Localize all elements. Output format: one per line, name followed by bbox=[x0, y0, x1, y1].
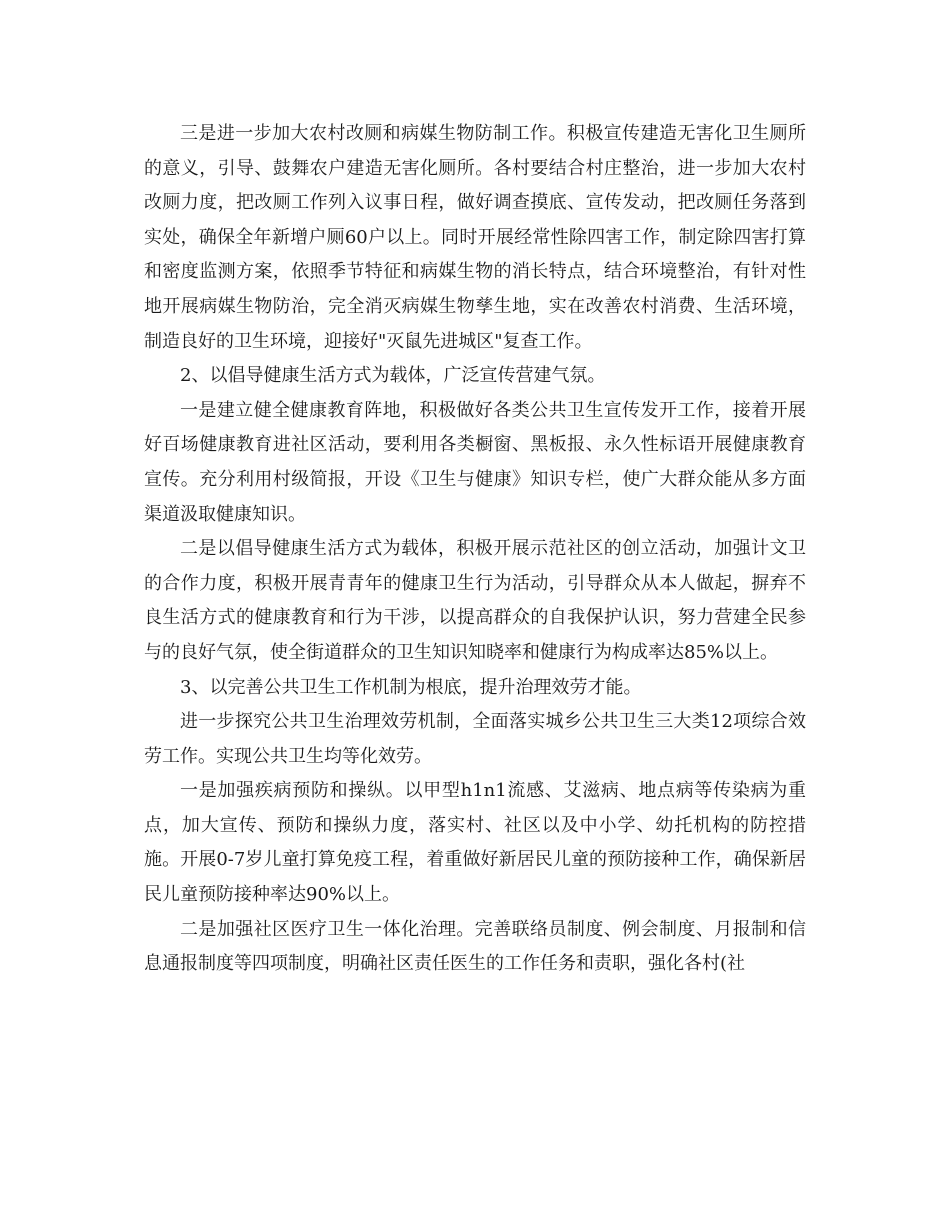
paragraph-disease-prevention: 一是加强疾病预防和操纵。以甲型h1n1流感、艾滋病、地点病等传染病为重点，加大宣传、预防和操纵力度，落实村、社区以及中小学、幼托机构的防控措施。开展0-7岁儿童打算免疫工程，着重做好新居民儿童的预防接种工作，确保新居民儿童预防接种率达90%以上。 bbox=[144, 780, 806, 906]
paragraph-community-medical-integration: 二是加强社区医疗卫生一体化治理。完善联络员制度、例会制度、月报制和信息通报制度等四项制度，明确社区责任医生的工作任务和责职，强化各村(社 bbox=[144, 918, 806, 975]
paragraph-demonstration-community: 二是以倡导健康生活方式为载体，积极开展示范社区的创立活动，加强计文卫的合作力度，积极开展青青年的健康卫生行为活动，引导群众从本人做起，摒弃不良生活方式的健康教育和行为干涉，以提高群众的自我保护认识，努力营建全民参与的良好气氛，使全街道群众的卫生知识知晓率和健康行为构成率达85%以上。 bbox=[144, 538, 806, 663]
heading-healthy-lifestyle: 2、以倡导健康生活方式为载体，广泛宣传营建气氛。 bbox=[180, 365, 606, 387]
document-body bbox=[144, 117, 806, 982]
paragraph-health-education: 一是建立健全健康教育阵地，积极做好各类公共卫生宣传发开工作，接着开展好百场健康教育进社区活动，要利用各类橱窗、黑板报、永久性标语开展健康教育宣传。充分利用村级简报，开设《卫生与健康》知识专栏，使广大群众能从多方面渠道汲取健康知识。 bbox=[144, 399, 806, 525]
heading-public-health-mechanism: 3、以完善公共卫生工作机制为根底，提升治理效劳才能。 bbox=[180, 676, 642, 698]
paragraph-service-mechanism: 进一步探究公共卫生治理效劳机制，全面落实城乡公共卫生三大类12项综合效劳工作。实现公共卫生均等化效劳。 bbox=[144, 711, 806, 767]
paragraph-toilet-and-vector-control: 三是进一步加大农村改厕和病媒生物防制工作。积极宣传建造无害化卫生厕所的意义，引导、鼓舞农户建造无害化厕所。各村要结合村庄整治，进一步加大农村改厕力度，把改厕工作列入议事日程，做好调查摸底、宣传发动，把改厕任务落到实处，确保全年新增户厕60户以上。同时开展经常性除四害工作，制定除四害打算和密度监测方案，依照季节特征和病媒生物的消长特点，结合环境整治，有针对性地开展病媒生物防治，完全消灭病媒生物孳生地，实在改善农村消费、生活环境，制造良好的卫生环境，迎接好"灭鼠先进城区"复查工作。 bbox=[144, 123, 806, 352]
